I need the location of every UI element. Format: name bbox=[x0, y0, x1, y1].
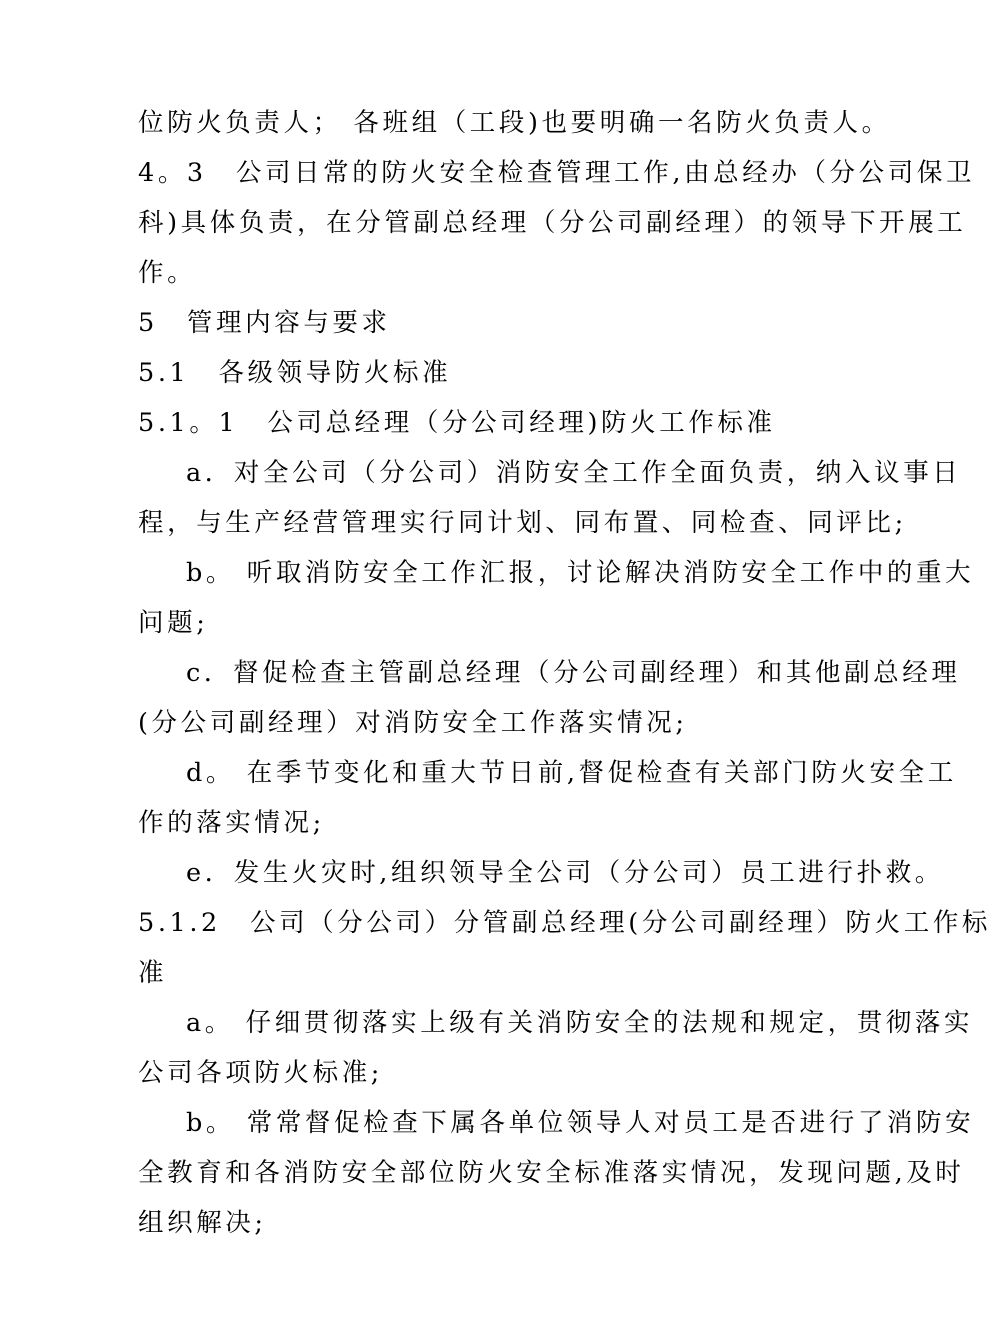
item-b-line-2: 问题; bbox=[138, 608, 209, 638]
section-4-3-line-2: 科)具体负责，在分管副总经理（分公司副经理）的领导下开展工 bbox=[138, 208, 967, 238]
section-4-3-line-3: 作。 bbox=[138, 258, 197, 288]
item-e-line-1: e．发生火灾时,组织领导全公司（分公司）员工进行扑救。 bbox=[186, 858, 944, 888]
section-5-1-1-heading: 5.1。1 公司总经理（分公司经理)防火工作标准 bbox=[138, 408, 776, 438]
item-a-line-1: a．对全公司（分公司）消防安全工作全面负责，纳入议事日 bbox=[186, 458, 962, 488]
section-5-1-2-heading-line-1: 5.1.2 公司（分公司）分管副总经理(分公司副经理）防火工作标 bbox=[138, 908, 991, 938]
item-a2-line-2: 公司各项防火标准; bbox=[138, 1058, 383, 1088]
item-c-line-1: c．督促检查主管副总经理（分公司副经理）和其他副总经理 bbox=[186, 658, 961, 688]
item-d-line-2: 作的落实情况; bbox=[138, 808, 325, 838]
item-a2-line-1: a。 仔细贯彻落实上级有关消防安全的法规和规定，贯彻落实 bbox=[186, 1008, 974, 1038]
section-4-3-line-1: 4。3 公司日常的防火安全检查管理工作,由总经办（分公司保卫 bbox=[138, 158, 976, 188]
item-a-line-2: 程，与生产经营管理实行同计划、同布置、同检查、同评比; bbox=[138, 508, 907, 538]
section-5-1-2-heading-line-2: 准 bbox=[138, 958, 168, 988]
item-b2-line-2: 全教育和各消防安全部位防火安全标准落实情况，发现问题,及时 bbox=[138, 1158, 965, 1188]
item-b2-line-3: 组织解决; bbox=[138, 1208, 267, 1238]
text-line-1: 位防火负责人； 各班组（工段)也要明确一名防火负责人。 bbox=[138, 108, 891, 138]
section-5-heading: 5 管理内容与要求 bbox=[138, 308, 391, 338]
item-b2-line-1: b。 常常督促检查下属各单位领导人对员工是否进行了消防安 bbox=[186, 1108, 975, 1138]
item-b-line-1: b。 听取消防安全工作汇报，讨论解决消防安全工作中的重大 bbox=[186, 558, 975, 588]
item-d-line-1: d。 在季节变化和重大节日前,督促检查有关部门防火安全工 bbox=[186, 758, 957, 788]
item-c-line-2: (分公司副经理）对消防安全工作落实情况; bbox=[138, 708, 688, 738]
section-5-1-heading: 5.1 各级领导防火标准 bbox=[138, 358, 452, 388]
